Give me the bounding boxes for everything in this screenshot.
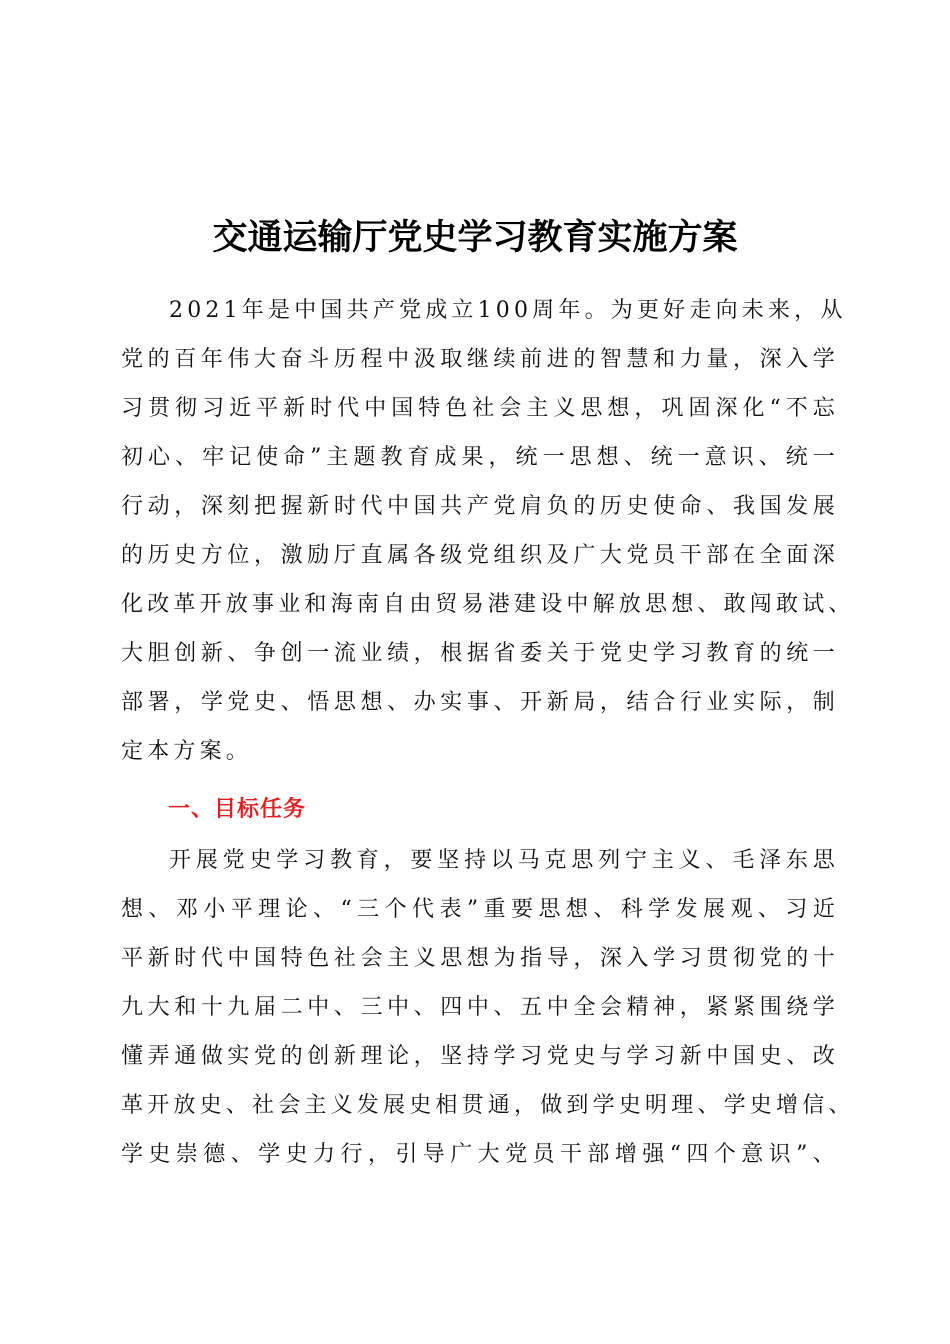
paragraph-line: 习贯彻习近平新时代中国特色社会主义思想，巩固深化“不忘 [121, 396, 839, 421]
paragraph-line: 想、邓小平理论、“三个代表”重要思想、科学发展观、习近 [121, 897, 839, 922]
paragraph-line: 部署，学党史、悟思想、办实事、开新局，结合行业实际，制 [121, 690, 839, 715]
paragraph-line: 行动，深刻把握新时代中国共产党肩负的历史使命、我国发展 [121, 494, 839, 519]
paragraph-line: 定本方案。 [121, 739, 253, 764]
paragraph-line: 九大和十九届二中、三中、四中、五中全会精神，紧紧围绕学 [121, 995, 839, 1020]
paragraph-line: 大胆创新、争创一流业绩，根据省委关于党史学习教育的统一 [121, 641, 839, 666]
paragraph-line: 的历史方位，激励厅直属各级党组织及广大党员干部在全面深 [121, 543, 839, 568]
paragraph-line: 懂弄通做实党的创新理论，坚持学习党史与学习新中国史、改 [121, 1044, 839, 1069]
paragraph-line: 初心、牢记使命”主题教育成果，统一思想、统一意识、统一 [121, 445, 839, 470]
paragraph-line: 学史崇德、学史力行，引导广大党员干部增强“四个意识”、 [121, 1142, 839, 1167]
intro-paragraph [121, 286, 855, 776]
paragraph-line: 平新时代中国特色社会主义思想为指导，深入学习贯彻党的十 [121, 946, 839, 971]
section1-paragraph [121, 836, 855, 1179]
document-title: 交通运输厅党史学习教育实施方案 [212, 217, 738, 258]
paragraph-line: 党的百年伟大奋斗历程中汲取继续前进的智慧和力量，深入学 [121, 347, 839, 372]
section-heading: 一、目标任务 [168, 797, 307, 822]
paragraph-line: 革开放史、社会主义发展史相贯通，做到学史明理、学史增信、 [121, 1093, 855, 1118]
paragraph-line: 2021年是中国共产党成立100周年。为更好走向未来，从 [169, 298, 847, 323]
paragraph-line: 化改革开放事业和海南自由贸易港建设中解放思想、敢闯敢试、 [121, 592, 855, 617]
paragraph-line: 开展党史学习教育，要坚持以马克思列宁主义、毛泽东思 [169, 848, 839, 873]
